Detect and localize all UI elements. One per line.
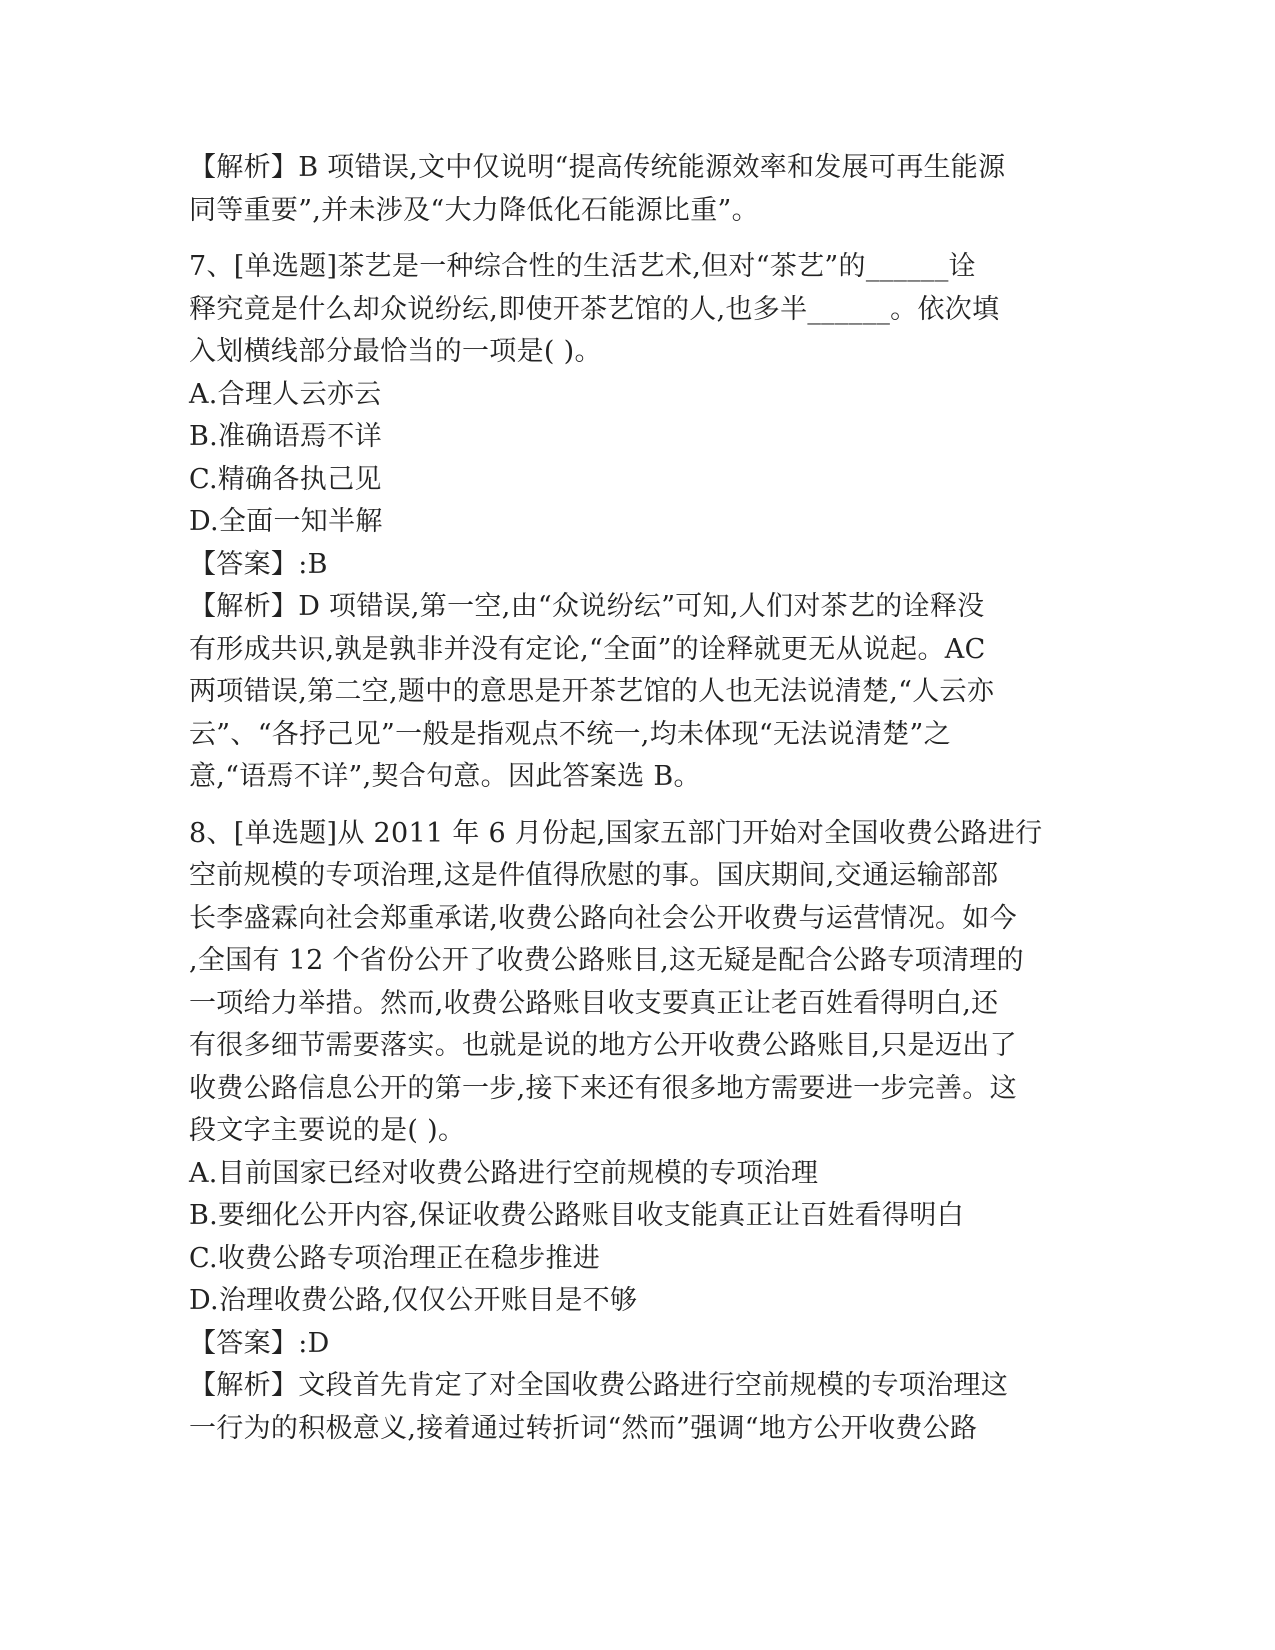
analysis-line: 有形成共识,孰是孰非并没有定论,“全面”的诠释就更无从说起。AC xyxy=(189,633,986,665)
option-c: C.收费公路专项治理正在稳步推进 xyxy=(189,1242,601,1274)
document-page xyxy=(189,147,1069,1450)
option-a: A.合理人云亦云 xyxy=(189,378,382,410)
analysis-line: 【解析】文段首先肯定了对全国收费公路进行空前规模的专项治理这 xyxy=(189,1370,1008,1401)
text-line: 【解析】B 项错误,文中仅说明“提高传统能源效率和发展可再生能源 xyxy=(189,152,1006,183)
question-8 xyxy=(189,813,1069,1451)
question-stem-line: 段文字主要说的是( )。 xyxy=(189,1115,466,1146)
answer-line: 【答案】:B xyxy=(189,548,328,580)
option-a: A.目前国家已经对收费公路进行空前规模的专项治理 xyxy=(189,1157,819,1189)
question-stem-line: 长李盛霖向社会郑重承诺,收费公路向社会公开收费与运营情况。如今 xyxy=(189,902,1017,934)
option-b: B.准确语焉不详 xyxy=(189,421,382,452)
question-stem-line: 收费公路信息公开的第一步,接下来还有很多地方需要进一步完善。这 xyxy=(189,1072,1017,1104)
option-b: B.要细化公开内容,保证收费公路账目收支能真正让百姓看得明白 xyxy=(189,1200,965,1231)
question-7 xyxy=(189,246,1069,799)
analysis-line: 【解析】D 项错误,第一空,由“众说纷纭”可知,人们对茶艺的诠释没 xyxy=(189,591,985,622)
option-d: D.治理收费公路,仅仅公开账目是不够 xyxy=(189,1285,638,1316)
question-stem-line: 有很多细节需要落实。也就是说的地方公开收费公路账目,只是迈出了 xyxy=(189,1030,1017,1061)
question-stem-line: 8、[单选题]从 2011 年 6 月份起,国家五部门开始对全国收费公路进行 xyxy=(189,817,1043,849)
analysis-line: 云”、“各抒己见”一般是指观点不统一,均未体现“无法说清楚”之 xyxy=(189,718,951,750)
option-d: D.全面一知半解 xyxy=(189,506,383,537)
analysis-line: 一行为的积极意义,接着通过转折词“然而”强调“地方公开收费公路 xyxy=(189,1412,978,1444)
question-stem-line: 7、[单选题]茶艺是一种综合性的生活艺术,但对“茶艺”的______诠 xyxy=(189,251,976,282)
analysis-line: 两项错误,第二空,题中的意思是开茶艺馆的人也无法说清楚,“人云亦 xyxy=(189,676,995,707)
option-c: C.精确各执己见 xyxy=(189,463,382,495)
question-stem-line: 释究竟是什么却众说纷纭,即使开茶艺馆的人,也多半______。依次填 xyxy=(189,293,1000,325)
question-stem-line: ,全国有 12 个省份公开了收费公路账目,这无疑是配合公路专项清理的 xyxy=(189,945,1024,976)
text-line: 同等重要”,并未涉及“大力降低化石能源比重”。 xyxy=(189,194,759,226)
prev-analysis xyxy=(189,147,1069,232)
question-stem-line: 入划横线部分最恰当的一项是( )。 xyxy=(189,336,602,367)
analysis-line: 意,“语焉不详”,契合句意。因此答案选 B。 xyxy=(189,761,701,792)
question-stem-line: 空前规模的专项治理,这是件值得欣慰的事。国庆期间,交通运输部部 xyxy=(189,860,999,891)
question-stem-line: 一项给力举措。然而,收费公路账目收支要真正让老百姓看得明白,还 xyxy=(189,987,999,1019)
answer-line: 【答案】:D xyxy=(189,1327,330,1359)
